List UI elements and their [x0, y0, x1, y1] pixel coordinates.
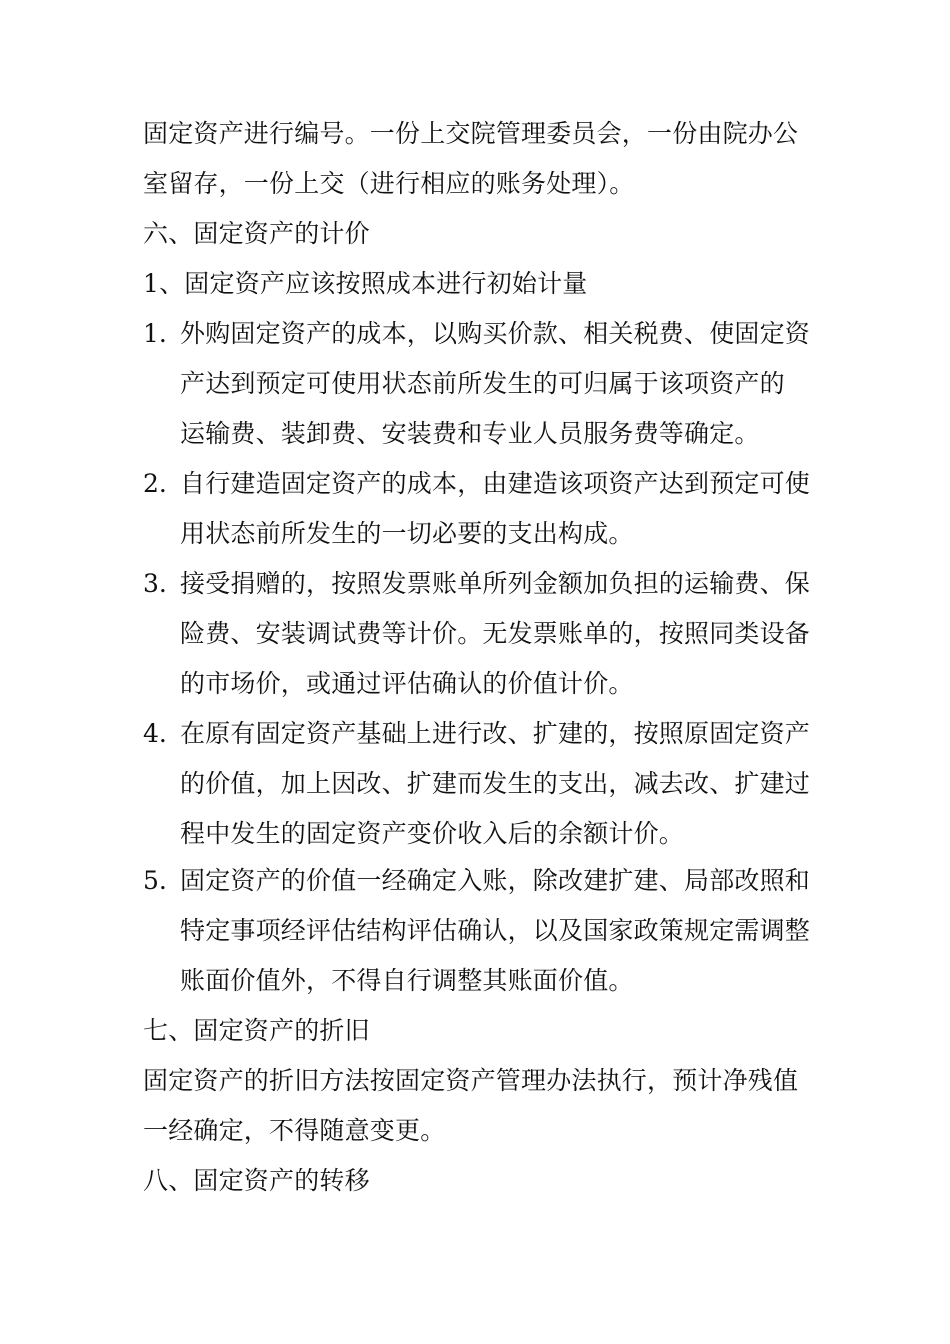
section-heading: 八、固定资产的转移: [143, 1166, 370, 1195]
list-item-number: 5.: [143, 866, 167, 895]
list-item-line: 在原有固定资产基础上进行改、扩建的，按照原固定资产: [180, 719, 811, 748]
list-item-line: 险费、安装调试费等计价。无发票账单的，按照同类设备: [180, 619, 811, 648]
section-heading: 七、固定资产的折旧: [143, 1016, 370, 1045]
list-item-line: 特定事项经评估结构评估确认，以及国家政策规定需调整: [180, 916, 811, 945]
section-heading: 六、固定资产的计价: [143, 219, 370, 248]
list-item-line: 自行建造固定资产的成本，由建造该项资产达到预定可使: [180, 469, 811, 498]
subsection-heading: 1、固定资产应该按照成本进行初始计量: [143, 269, 588, 298]
list-item-line: 的市场价，或通过评估确认的价值计价。: [180, 669, 634, 698]
paragraph-line: 室留存，一份上交（进行相应的账务处理）。: [143, 169, 635, 198]
list-item-number: 2.: [143, 469, 167, 498]
list-item-line: 程中发生的固定资产变价收入后的余额计价。: [180, 819, 685, 848]
list-item-line: 账面价值外，不得自行调整其账面价值。: [180, 966, 634, 995]
list-item-number: 1.: [143, 319, 167, 348]
paragraph-line: 固定资产的折旧方法按固定资产管理办法执行，预计净残值: [143, 1066, 799, 1095]
list-item-line: 产达到预定可使用状态前所发生的可归属于该项资产的: [180, 369, 785, 398]
list-item-line: 运输费、装卸费、安装费和专业人员服务费等确定。: [180, 419, 760, 448]
list-item-line: 固定资产的价值一经确定入账，除改建扩建、局部改照和: [180, 866, 811, 895]
paragraph-line: 一经确定，不得随意变更。: [143, 1116, 446, 1145]
list-item-line: 用状态前所发生的一切必要的支出构成。: [180, 519, 634, 548]
list-item-line: 接受捐赠的，按照发票账单所列金额加负担的运输费、保: [180, 569, 811, 598]
list-item-line: 的价值，加上因改、扩建而发生的支出，减去改、扩建过: [180, 769, 811, 798]
list-item-number: 4.: [143, 719, 167, 748]
list-item-line: 外购固定资产的成本，以购买价款、相关税费、使固定资: [180, 319, 811, 348]
paragraph-line: 固定资产进行编号。一份上交院管理委员会，一份由院办公: [143, 119, 799, 148]
list-item-number: 3.: [143, 569, 167, 598]
